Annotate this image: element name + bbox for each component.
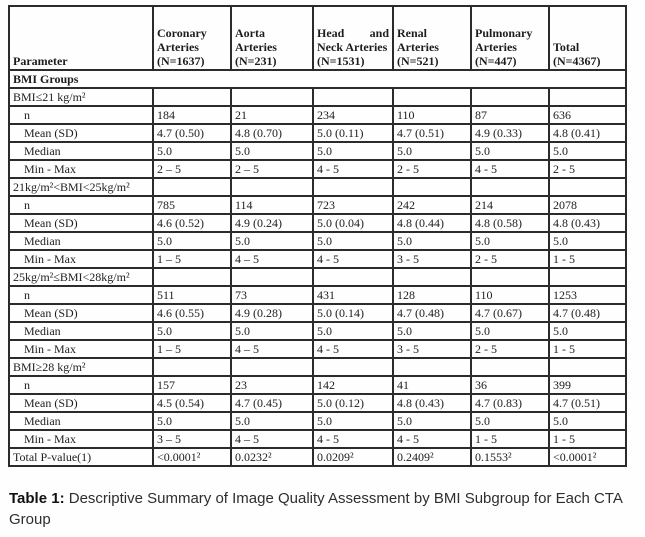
cell: 5.0 [471, 322, 549, 340]
data-row [9, 304, 626, 322]
empty-cell [549, 358, 626, 376]
section-header: BMI Groups [9, 70, 626, 88]
cell: 636 [549, 106, 626, 124]
header-row [9, 6, 626, 70]
cell: 5.0 (0.04) [313, 214, 393, 232]
cell: 73 [231, 286, 313, 304]
cell: 184 [153, 106, 231, 124]
cell: 5.0 [313, 412, 393, 430]
data-row [9, 412, 626, 430]
cell: 1 – 5 [153, 250, 231, 268]
cell: 1 - 5 [549, 340, 626, 358]
cell: 785 [153, 196, 231, 214]
column-header-parameter: Parameter [9, 6, 153, 70]
cell: 4.8 (0.43) [549, 214, 626, 232]
cell: 4.8 (0.70) [231, 124, 313, 142]
cell: 23 [231, 376, 313, 394]
cell: <0.0001² [153, 448, 231, 466]
caption-label: Table 1: [9, 490, 65, 507]
cell: 114 [231, 196, 313, 214]
cell: 2 - 5 [393, 160, 471, 178]
column-label: Pulmonary Arteries [475, 26, 533, 54]
empty-cell [549, 268, 626, 286]
cell: 3 - 5 [393, 340, 471, 358]
group-label: 21kg/m²<BMI<25kg/m² [9, 178, 153, 196]
cell: 5.0 [393, 232, 471, 250]
data-row [9, 106, 626, 124]
column-header-total [549, 6, 626, 70]
cell: 5.0 [313, 322, 393, 340]
cell: 4.7 (0.45) [231, 394, 313, 412]
data-row [9, 376, 626, 394]
cell: 4 - 5 [313, 340, 393, 358]
row-label: Mean (SD) [9, 124, 153, 142]
cell: 142 [313, 376, 393, 394]
row-label: Mean (SD) [9, 214, 153, 232]
cell: 4.5 (0.54) [153, 394, 231, 412]
cell: 1 - 5 [549, 430, 626, 448]
empty-cell [153, 268, 231, 286]
cell: 0.1553² [471, 448, 549, 466]
column-label: Total [553, 40, 580, 54]
data-row [9, 340, 626, 358]
row-label: Mean (SD) [9, 304, 153, 322]
cell: 4.8 (0.44) [393, 214, 471, 232]
cell: 511 [153, 286, 231, 304]
empty-cell [231, 358, 313, 376]
cell: 0.0209² [313, 448, 393, 466]
cell: 3 - 5 [393, 250, 471, 268]
cell: 4.7 (0.83) [471, 394, 549, 412]
empty-cell [313, 358, 393, 376]
cell: 4 – 5 [231, 430, 313, 448]
cell: 21 [231, 106, 313, 124]
cell: 5.0 (0.12) [313, 394, 393, 412]
data-row [9, 214, 626, 232]
cell: 5.0 [549, 412, 626, 430]
column-n: (N=1637) [157, 54, 205, 68]
column-header-pulmonary [471, 6, 549, 70]
empty-cell [313, 88, 393, 106]
row-label: Mean (SD) [9, 394, 153, 412]
cell: 5.0 [549, 232, 626, 250]
cell: <0.0001² [549, 448, 626, 466]
cell: 5.0 [153, 142, 231, 160]
section-row [9, 70, 626, 88]
row-label: Median [9, 412, 153, 430]
cell: 4.7 (0.67) [471, 304, 549, 322]
cell: 2078 [549, 196, 626, 214]
data-row [9, 394, 626, 412]
cell: 5.0 [231, 142, 313, 160]
empty-cell [231, 268, 313, 286]
group-label-row [9, 178, 626, 196]
cell: 5.0 [393, 142, 471, 160]
cell: 4.6 (0.55) [153, 304, 231, 322]
cell: 5.0 [153, 412, 231, 430]
group-label: BMI≤21 kg/m² [9, 88, 153, 106]
cell: 5.0 (0.14) [313, 304, 393, 322]
cell: 5.0 [471, 142, 549, 160]
empty-cell [549, 178, 626, 196]
cell: 3 – 5 [153, 430, 231, 448]
cell: 1253 [549, 286, 626, 304]
column-label: Aorta Arteries [235, 26, 277, 54]
row-label: Median [9, 232, 153, 250]
cell: 4.9 (0.24) [231, 214, 313, 232]
cell: 5.0 [231, 322, 313, 340]
column-header-coronary [153, 6, 231, 70]
cell: 5.0 [393, 412, 471, 430]
column-label: Renal Arteries [397, 26, 439, 54]
cell: 0.2409² [393, 448, 471, 466]
empty-cell [393, 358, 471, 376]
cell: 4 - 5 [313, 250, 393, 268]
cell: 214 [471, 196, 549, 214]
group-label: 25kg/m²≤BMI<28kg/m² [9, 268, 153, 286]
cell: 157 [153, 376, 231, 394]
column-n: (N=447) [475, 54, 517, 68]
cell: 4.9 (0.28) [231, 304, 313, 322]
column-label: Head and Neck Arteries [317, 26, 389, 54]
row-label: Min - Max [9, 340, 153, 358]
total-pvalue-row [9, 448, 626, 466]
cell: 4.8 (0.43) [393, 394, 471, 412]
cell: 2 - 5 [471, 340, 549, 358]
row-label: Median [9, 142, 153, 160]
cell: 5.0 [153, 322, 231, 340]
cell: 723 [313, 196, 393, 214]
cell: 1 – 5 [153, 340, 231, 358]
empty-cell [393, 178, 471, 196]
cell: 4 - 5 [471, 160, 549, 178]
column-n: (N=1531) [317, 54, 365, 68]
cell: 0.0232² [231, 448, 313, 466]
empty-cell [153, 88, 231, 106]
cell: 5.0 [549, 322, 626, 340]
column-header-renal [393, 6, 471, 70]
cell: 4 - 5 [313, 160, 393, 178]
row-label: n [9, 286, 153, 304]
empty-cell [313, 268, 393, 286]
cell: 399 [549, 376, 626, 394]
empty-cell [153, 178, 231, 196]
cell: 5.0 [471, 232, 549, 250]
cell: 4.8 (0.58) [471, 214, 549, 232]
column-label: Coronary Arteries [157, 26, 207, 54]
cell: 4 – 5 [231, 340, 313, 358]
cell: 5.0 [393, 322, 471, 340]
group-label-row [9, 358, 626, 376]
group-label-row [9, 268, 626, 286]
cell: 4.6 (0.52) [153, 214, 231, 232]
empty-cell [471, 268, 549, 286]
cell: 110 [471, 286, 549, 304]
empty-cell [231, 178, 313, 196]
cell: 5.0 [549, 142, 626, 160]
cell: 4.7 (0.48) [393, 304, 471, 322]
column-header-aorta [231, 6, 313, 70]
cell: 128 [393, 286, 471, 304]
cell: 4 - 5 [393, 430, 471, 448]
cell: 87 [471, 106, 549, 124]
cell: 2 – 5 [153, 160, 231, 178]
cell: 5.0 [313, 142, 393, 160]
bmi-summary-table [8, 5, 627, 467]
data-row [9, 196, 626, 214]
cell: 5.0 [231, 232, 313, 250]
cell: 242 [393, 196, 471, 214]
cell: 431 [313, 286, 393, 304]
cell: 4.9 (0.33) [471, 124, 549, 142]
cell: 5.0 [313, 232, 393, 250]
cell: 5.0 [471, 412, 549, 430]
cell: 4.7 (0.50) [153, 124, 231, 142]
row-label: Total P-value(1) [9, 448, 153, 466]
cell: 36 [471, 376, 549, 394]
row-label: n [9, 376, 153, 394]
cell: 110 [393, 106, 471, 124]
empty-cell [471, 358, 549, 376]
empty-cell [471, 178, 549, 196]
empty-cell [471, 88, 549, 106]
row-label: Min - Max [9, 250, 153, 268]
column-n: (N=4367) [553, 54, 601, 68]
caption-text: Descriptive Summary of Image Quality Assessment by BMI Subgroup for Each CTA Group [9, 490, 623, 528]
row-label: Median [9, 322, 153, 340]
cell: 4.7 (0.48) [549, 304, 626, 322]
cell: 2 - 5 [471, 250, 549, 268]
data-row [9, 142, 626, 160]
column-n: (N=231) [235, 54, 277, 68]
data-row [9, 322, 626, 340]
cell: 41 [393, 376, 471, 394]
cell: 5.0 [153, 232, 231, 250]
cell: 4.8 (0.41) [549, 124, 626, 142]
table-caption [9, 488, 638, 530]
row-label: n [9, 196, 153, 214]
cell: 2 - 5 [549, 160, 626, 178]
row-label: n [9, 106, 153, 124]
row-label: Min - Max [9, 160, 153, 178]
data-row [9, 232, 626, 250]
column-header-head-neck [313, 6, 393, 70]
data-row [9, 124, 626, 142]
empty-cell [231, 88, 313, 106]
row-label: Min - Max [9, 430, 153, 448]
empty-cell [313, 178, 393, 196]
cell: 5.0 [231, 412, 313, 430]
cell: 234 [313, 106, 393, 124]
column-n: (N=521) [397, 54, 439, 68]
cell: 2 – 5 [231, 160, 313, 178]
empty-cell [153, 358, 231, 376]
group-label: BMI≥28 kg/m² [9, 358, 153, 376]
empty-cell [549, 88, 626, 106]
cell: 4 - 5 [313, 430, 393, 448]
data-row [9, 430, 626, 448]
data-row [9, 286, 626, 304]
empty-cell [393, 88, 471, 106]
cell: 4.7 (0.51) [393, 124, 471, 142]
data-row [9, 250, 626, 268]
cell: 1 - 5 [549, 250, 626, 268]
cell: 4 – 5 [231, 250, 313, 268]
cell: 4.7 (0.51) [549, 394, 626, 412]
cell: 1 - 5 [471, 430, 549, 448]
data-row [9, 160, 626, 178]
empty-cell [393, 268, 471, 286]
cell: 5.0 (0.11) [313, 124, 393, 142]
group-label-row [9, 88, 626, 106]
